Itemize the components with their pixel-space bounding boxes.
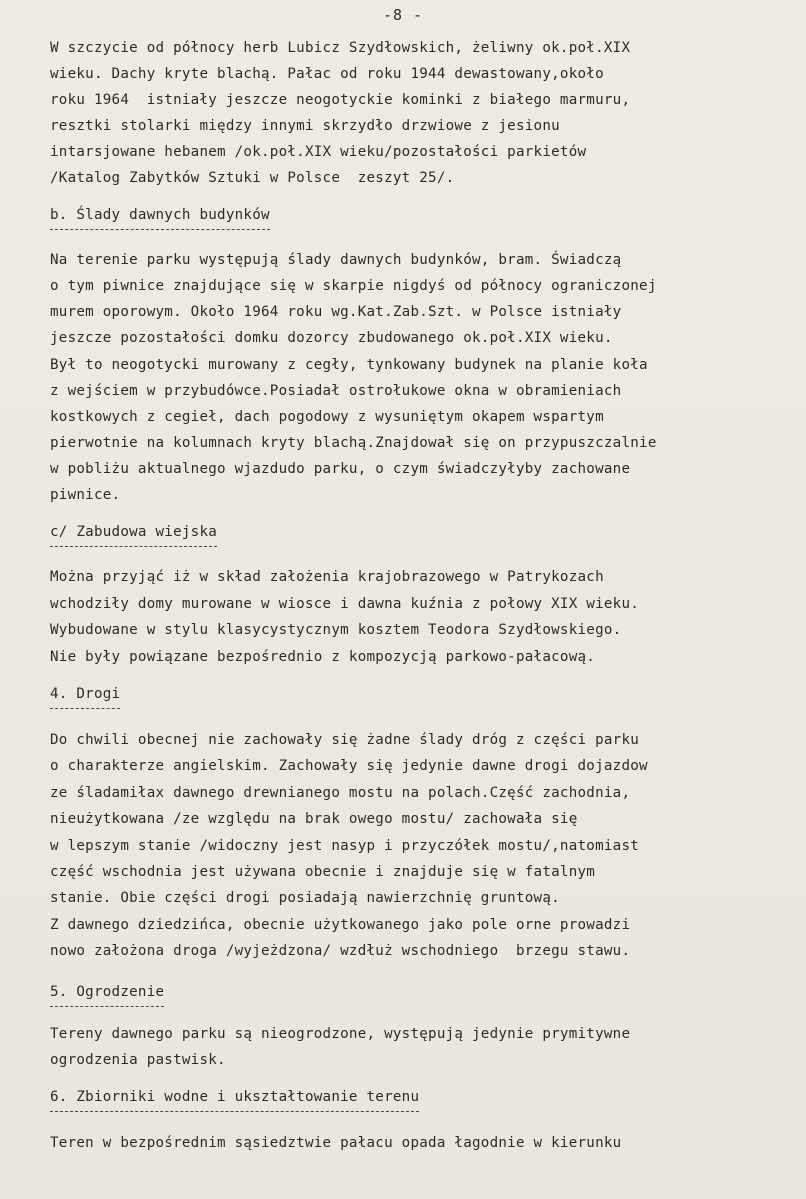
text-line: Tereny dawnego parku są nieogrodzone, występują jedynie prymitywne (50, 1026, 631, 1042)
text-line: ogrodzenia pastwisk. (50, 1052, 226, 1068)
text-line: jeszcze pozostałości domku dozorcy zbudowanego ok.poł.XIX wieku. (50, 330, 613, 346)
text-line: w pobliżu aktualnego wjazdudo parku, o czym świadczyłyby zachowane (50, 461, 631, 477)
section-heading: c/ Zabudowa wiejska (50, 522, 217, 547)
text-line: Z dawnego dziedzińca, obecnie użytkowanego jako pole orne prowadzi (50, 917, 631, 933)
text-line: piwnice. (50, 487, 121, 503)
text-line: o charakterze angielskim. Zachowały się jedynie dawne drogi dojazdow (50, 758, 648, 774)
text-line: wchodziły domy murowane w wiosce i dawna kuźnia z połowy XIX wieku. (50, 596, 640, 612)
text-line: nieużytkowana /ze względu na brak owego mostu/ zachowała się (50, 811, 578, 827)
section-heading: 4. Drogi (50, 684, 120, 709)
text-line: ze śladamiłax dawnego drewnianego mostu na polach.Część zachodnia, (50, 785, 631, 801)
text-line: Można przyjąć iż w skład założenia krajobrazowego w Patrykozach (50, 569, 604, 585)
text-line: kostkowych z cegieł, dach pogodowy z wysuniętym okapem wspartym (50, 409, 604, 425)
text-line: /Katalog Zabytków Sztuki w Polsce zeszyt 25/. (50, 170, 455, 186)
text-line: Na terenie parku występują ślady dawnych budynków, bram. Świadczą (50, 252, 622, 268)
text-line: stanie. Obie części drogi posiadają nawierzchnię gruntową. (50, 890, 560, 906)
section-heading: 5. Ogrodzenie (50, 982, 164, 1007)
text-line: nowo założona droga /wyjeżdzona/ wzdłuż wschodniego brzegu stawu. (50, 943, 631, 959)
text-line: o tym piwnice znajdujące się w skarpie nigdyś od północy ograniczonej (50, 278, 657, 294)
text-line: Wybudowane w stylu klasycystycznym kosztem Teodora Szydłowskiego. (50, 622, 622, 638)
page-number: -8 - (382, 6, 424, 24)
text-line: wieku. Dachy kryte blachą. Pałac od roku 1944 dewastowany,około (50, 66, 604, 82)
text-line: W szczycie od północy herb Lubicz Szydłowskich, żeliwny ok.poł.XIX (50, 40, 631, 56)
text-line: resztki stolarki między innymi skrzydło drzwiowe z jesionu (50, 118, 560, 134)
text-line: intarsjowane hebanem /ok.poł.XIX wieku/pozostałości parkietów (50, 144, 587, 160)
text-line: Nie były powiązane bezpośrednio z kompozycją parkowo-pałacową. (50, 649, 596, 665)
text-line: Był to neogotycki murowany z cegły, tynkowany budynek na planie koła (50, 357, 648, 373)
section-heading: b. Ślady dawnych budynków (50, 205, 270, 230)
text-line: część wschodnia jest używana obecnie i znajduje się w fatalnym (50, 864, 596, 880)
text-line: murem oporowym. Około 1964 roku wg.Kat.Zab.Szt. w Polsce istniały (50, 304, 622, 320)
text-line: Do chwili obecnej nie zachowały się żadne ślady dróg z części parku (50, 732, 640, 748)
text-line: z wejściem w przybudówce.Posiadał ostrołukowe okna w obramieniach (50, 383, 622, 399)
text-line: pierwotnie na kolumnach kryty blachą.Znajdował się on przypuszczalnie (50, 435, 657, 451)
text-line: roku 1964 istniały jeszcze neogotyckie kominki z białego marmuru, (50, 92, 631, 108)
section-heading: 6. Zbiorniki wodne i ukształtowanie terenu (50, 1087, 419, 1112)
text-line: w lepszym stanie /widoczny jest nasyp i przyczółek mostu/,natomiast (50, 838, 640, 854)
text-line: Teren w bezpośrednim sąsiedztwie pałacu opada łagodnie w kierunku (50, 1135, 622, 1151)
